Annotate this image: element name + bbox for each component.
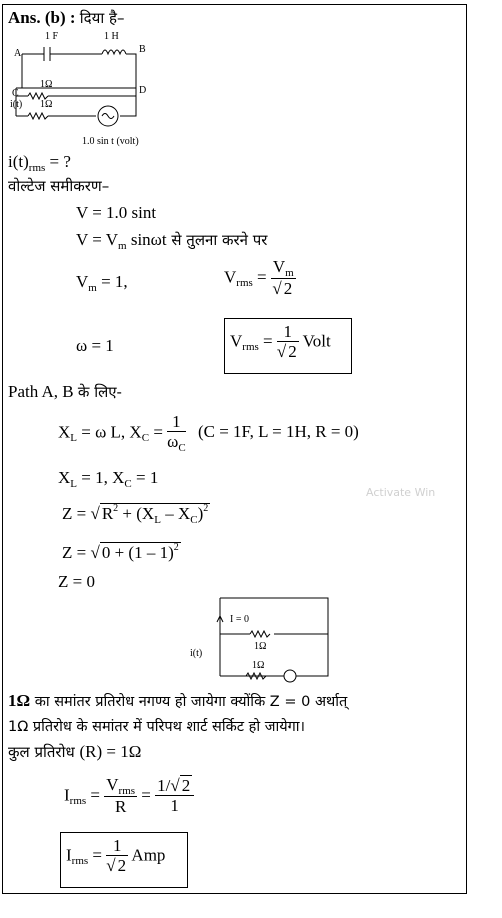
z2-a: Z = (62, 543, 91, 562)
voltage-equation-label: वोल्टेज समीकरण– (8, 177, 110, 195)
xl-eq: = (149, 422, 168, 442)
irms-formula-1 (64, 776, 194, 817)
vmv-a: V (76, 272, 89, 291)
irms-fraction-1 (104, 776, 137, 817)
ir1-n1a: V (106, 775, 119, 794)
conditions: (C = 1F, L = 1H, R = 0) (197, 422, 359, 442)
inductor-coil (102, 50, 126, 54)
resistor-1-zigzag (250, 631, 270, 637)
inductor-label: 1 H (104, 31, 119, 42)
ir2-num: 1 (106, 837, 128, 856)
vm-hi: से तुलना करने पर (166, 231, 268, 249)
voltage-line: V = 1.0 sint (76, 203, 157, 222)
node-d-label: D (139, 85, 147, 96)
circuit-diagram-1 (8, 30, 158, 148)
resistor-2-zigzag (28, 113, 48, 119)
path-a: Path A, B (8, 382, 78, 401)
xlv-c: = 1 (131, 468, 159, 487)
xcv-sub: C (124, 478, 132, 490)
vr1-num-sub: m (285, 267, 294, 279)
irms-formula-2 (66, 837, 165, 876)
capacitor-label: 1 F (45, 31, 59, 42)
z1-sq2: 2 (203, 503, 209, 514)
z1-sq: 2 (113, 503, 119, 514)
vm-value (76, 272, 128, 292)
ir1-d2: 1 (170, 796, 179, 815)
circuit2-resistor-2-label: 1Ω (252, 660, 265, 671)
xc-num: 1 (167, 413, 186, 432)
z1-c: – X (160, 504, 191, 523)
ir1-n1s: rms (118, 785, 136, 797)
path-label (8, 382, 122, 402)
sine-wave-icon (102, 114, 114, 119)
ir1-n2: 1/ (157, 776, 171, 795)
z1-r: R (101, 504, 114, 523)
xlv-a: X (58, 468, 71, 487)
vr2-a: V (230, 331, 243, 351)
impedance-substituted: Z = √ 0 + (1 – 1)$^2$ (62, 542, 179, 562)
zero-current-label: I = 0 (230, 614, 249, 625)
node-a-label: A (14, 48, 22, 59)
z1-a: Z = (62, 504, 91, 523)
path-hi: के लिए- (77, 383, 122, 401)
vr2-num: 1 (277, 323, 299, 342)
omega-value: ω = 1 (76, 336, 114, 355)
ir2-sub: rms (71, 855, 89, 868)
ir1-eq2: = (137, 785, 156, 805)
explanation-line-2: 1Ω प्रतिरोध के समांतर में परिपथ शार्ट सर्किट हो जायेगा। (8, 719, 306, 735)
circuit2-current-label: i(t) (190, 648, 203, 659)
reactance-formula (58, 413, 359, 454)
ir1-n2r: 2 (181, 776, 191, 795)
vr1-num: V (272, 257, 286, 276)
impedance-formula: Z = √ $R^2 + (X_L - X_C)^2$ (62, 503, 209, 526)
circuit-diagram-2 (210, 594, 335, 688)
xc-den-sub: C (178, 442, 186, 454)
impedance-result: Z = 0 (58, 572, 95, 591)
vmv-b: = 1, (96, 272, 128, 291)
xlv-sub: L (70, 478, 78, 490)
ir2-a: I (66, 845, 72, 865)
xlv-b: = 1, X (77, 468, 125, 487)
outer-loop-wire (220, 598, 328, 676)
vm-b: sinωt (126, 230, 167, 249)
reactance-values (58, 468, 158, 488)
z2-sq: 2 (173, 542, 179, 553)
resistor-1-label: 1Ω (40, 79, 53, 90)
vrms-formula-2 (230, 323, 331, 362)
para1-b: का समांतर प्रतिरोध नगण्य हो जायेगा क्योंकि Z = 0 अर्थात् (30, 694, 348, 710)
para1-a: 1Ω (8, 691, 31, 710)
wire-top-loop (16, 54, 136, 88)
vr2-sub: rms (242, 341, 259, 354)
xc-den: ω (167, 432, 179, 451)
vm-sub: m (118, 240, 127, 252)
current-label: i(t) (10, 99, 23, 110)
xc-sub: C (141, 432, 150, 445)
vr1-den: 2 (283, 279, 293, 298)
ir1-d1: R (114, 797, 127, 816)
z2-in: 0 + (1 – 1) (101, 543, 174, 562)
vm-a: V = V (76, 230, 119, 249)
vr1-sub: rms (236, 277, 253, 290)
answer-label: Ans. (b) : (8, 8, 76, 27)
irms-fraction-3: $\frac{1}{√ 2}$ (106, 836, 127, 875)
total-resistance (8, 742, 141, 762)
total-r-b: (R) = 1Ω (79, 742, 142, 761)
vrms-fraction-2: $\frac{1}{√ 2}$ (276, 322, 297, 361)
question-lhs: i(t) (8, 152, 29, 171)
xl-a: X (58, 422, 71, 442)
question-sub: rms (28, 162, 46, 174)
ir2-den: 2 (117, 856, 127, 875)
question-line (8, 152, 71, 172)
irms-fraction-2: $\frac{1/√ 2}{1}$ (155, 777, 194, 816)
given-label: दिया है– (79, 9, 125, 27)
vrms-formula-1 (224, 258, 296, 299)
ir1-a: I (64, 785, 70, 805)
z1-d: ) (197, 504, 204, 523)
explanation-line-1 (8, 691, 347, 711)
wire-bottom-loop (16, 88, 136, 116)
answer-header (8, 8, 124, 28)
vrms-fraction-1: $\frac{V_m}{√ 2}$ (272, 257, 294, 298)
xl-b: = ω L, X (77, 422, 142, 442)
ir2-eq: = (88, 845, 107, 865)
vr2-unit: Volt (298, 331, 331, 351)
xc-fraction (167, 413, 186, 454)
question-rhs: = ? (45, 152, 71, 171)
vr1-eq: = (252, 267, 271, 287)
ir2-unit: Amp (128, 845, 166, 865)
z1-b: + (X (118, 504, 155, 523)
vr2-den: 2 (288, 342, 297, 361)
circuit2-resistor-1-label: 1Ω (254, 641, 267, 652)
vm-compare-line (76, 230, 267, 250)
resistor-2-label: 1Ω (40, 99, 53, 110)
node-b-label: B (139, 44, 146, 55)
source-circle-icon (284, 670, 296, 682)
total-r-hi: कुल प्रतिरोध (8, 743, 80, 761)
xl-sub: L (70, 432, 78, 445)
vr1-a: V (224, 267, 237, 287)
vr2-eq: = (258, 331, 277, 351)
ir1-sub: rms (69, 795, 87, 808)
watermark-text: Activate Win (366, 486, 436, 499)
z1-s2: C (190, 514, 198, 526)
ir1-eq: = (86, 785, 105, 805)
z1-s1: L (154, 514, 161, 526)
node-c-label: C (12, 88, 19, 99)
source-label: 1.0 sin t (volt) (82, 136, 139, 147)
vmv-sub: m (88, 282, 97, 294)
